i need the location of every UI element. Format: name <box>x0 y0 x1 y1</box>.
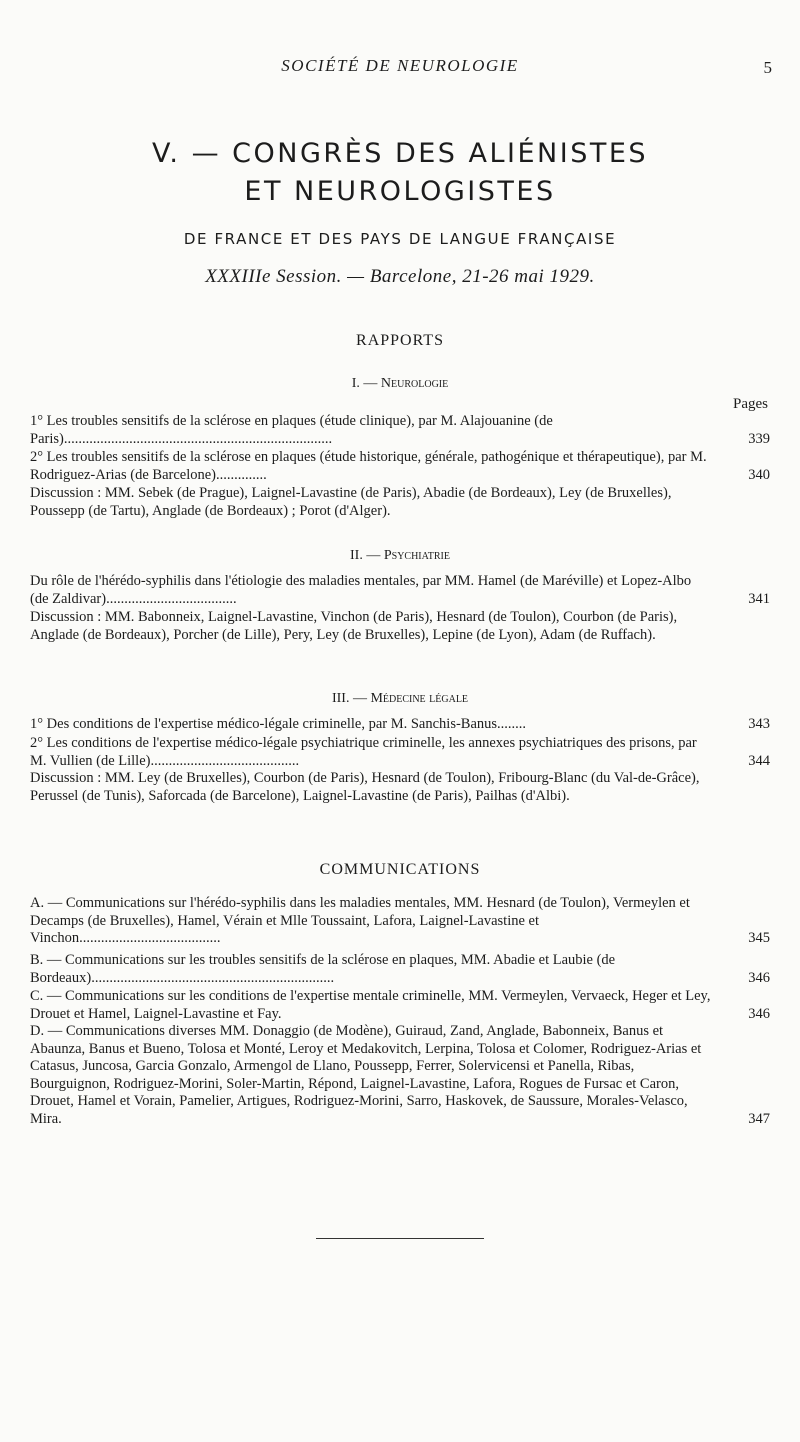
toc-entry <box>30 770 770 805</box>
entry-page: 343 <box>748 716 770 732</box>
rapports-heading: RAPPORTS <box>356 332 444 349</box>
toc-entry <box>30 1023 770 1128</box>
session-line: XXXIIIe Session. — Barcelone, 21-26 mai 1929. <box>205 266 595 287</box>
toc-entry <box>30 895 770 948</box>
page-number: 5 <box>763 58 772 77</box>
entry-text: C. — Communications sur les conditions de l'expertise mentale criminelle, MM. Vermeylen, Vervaeck, Heger et Ley, Drouet et Hamel, Laignel-Lavastine et Fay. <box>30 988 711 1022</box>
closing-rule <box>316 1238 484 1239</box>
pages-column-label: Pages <box>733 396 768 412</box>
toc-entry <box>30 485 770 520</box>
toc-entry <box>30 952 770 987</box>
entry-page: 340 <box>748 466 770 483</box>
entry-text: Discussion : MM. Ley (de Bruxelles), Courbon (de Paris), Hesnard (de Toulon), Fribourg-Blanc (du Val-de-Grâce), Perussel (de Tunis), Saforcada (de Barcelone), Laignel-Lavastine (de Paris), Pailhas (d'Albi). <box>30 770 700 804</box>
entry-text: Discussion : MM. Babonneix, Laignel-Lavastine, Vinchon (de Paris), Hesnard (de Toulon), Courbon (de Paris), Anglade (de Bordeaux), Porcher (de Lille), Pery, Ley (de Bruxelles), Lepine (de Lyon), Adam (de Ruffach). <box>30 609 678 643</box>
entry-page: 341 <box>748 590 770 607</box>
section-heading-medecine-legale: III. — Médecine légale <box>331 691 469 706</box>
entry-page: 347 <box>748 1110 770 1127</box>
entry-text: Discussion : MM. Sebek (de Prague), Laignel-Lavastine (de Paris), Abadie (de Bordeaux), Ley (de Bruxelles), Poussepp (de Tartu), Anglade (de Bordeaux) ; Porot (d'Alger). <box>30 485 672 519</box>
entry-page: 339 <box>748 430 770 447</box>
section-heading-psychiatrie: II. — Psychiatrie <box>350 548 450 563</box>
main-title-line2: ET NEUROLOGISTES <box>244 176 556 207</box>
entry-page: 344 <box>748 752 770 769</box>
entry-page: 345 <box>748 930 770 946</box>
main-title-line1: V. — CONGRÈS DES ALIÉNISTES <box>151 138 649 169</box>
entry-text: A. — Communications sur l'hérédo-syphilis dans les maladies mentales, MM. Hesnard (de Toulon), Vermeylen et Decamps (de Bruxelles), Hamel, Vérain et Mlle Toussaint, Lafora, Laignel-Lavastine et Vinchon....................................... <box>30 895 690 946</box>
entry-text: 2° Les troubles sensitifs de la sclérose en plaques (étude historique, générale, pathogénique et thérapeutique), par M. Rodriguez-Arias (de Barcelone).............. <box>30 449 707 483</box>
title-subtitle: DE FRANCE ET DES PAYS DE LANGUE FRANÇAISE <box>183 230 617 248</box>
section-heading-neurologie: I. — Neurologie <box>351 376 449 391</box>
entry-page: 346 <box>748 1005 770 1022</box>
toc-entry <box>30 413 770 448</box>
communications-heading: COMMUNICATIONS <box>319 861 481 878</box>
entry-text: 1° Des conditions de l'expertise médico-légale criminelle, par M. Sanchis-Banus........ <box>30 716 527 732</box>
entry-text: D. — Communications diverses MM. Donaggio (de Modène), Guiraud, Zand, Anglade, Babonneix, Banus et Abaunza, Banus et Bueno, Tolosa et Monté, Leroy et Medakovitch, Lerpina, Tolosa et Colomer, Rodriguez-Arias et Catasus, Juncosa, Garcia Gonzalo, Armengol de Llano, Poussepp, Ferrer, Solervicensi et Panella, Ribas, Bourguignon, Rodriguez-Morini, Soler-Martin, Répond, Laignel-Lavastine, Lafora, Rogues de Fursac et Caron, Drouet, Hamel et Vorain, Pamelier, Artigues, Rodriguez-Morini, Sarro, Haskovek, de Saussure, Morales-Velasco, Mira. <box>30 1023 702 1127</box>
toc-entry <box>30 716 770 734</box>
toc-entry <box>30 988 770 1023</box>
running-title: SOCIÉTÉ DE NEUROLOGIE <box>281 56 519 75</box>
toc-entry <box>30 449 770 484</box>
entry-page: 346 <box>748 969 770 986</box>
entry-text: B. — Communications sur les troubles sensitifs de la sclérose en plaques, MM. Abadie et Laubie (de Bordeaux)................................................................... <box>30 952 616 986</box>
entry-text: 1° Les troubles sensitifs de la sclérose en plaques (étude clinique), par M. Alajouanine (de Paris).......................................................................... <box>30 413 553 447</box>
entry-text: 2° Les conditions de l'expertise médico-légale psychiatrique criminelle, les annexes psychiatriques des prisons, par M. Vullien (de Lille)......................................... <box>30 735 697 769</box>
toc-entry <box>30 609 770 644</box>
entry-text: Du rôle de l'hérédo-syphilis dans l'étiologie des maladies mentales, par MM. Hamel (de Maréville) et Lopez-Albo (de Zaldivar).................................... <box>30 573 692 607</box>
toc-entry <box>30 735 770 770</box>
toc-entry <box>30 573 770 608</box>
